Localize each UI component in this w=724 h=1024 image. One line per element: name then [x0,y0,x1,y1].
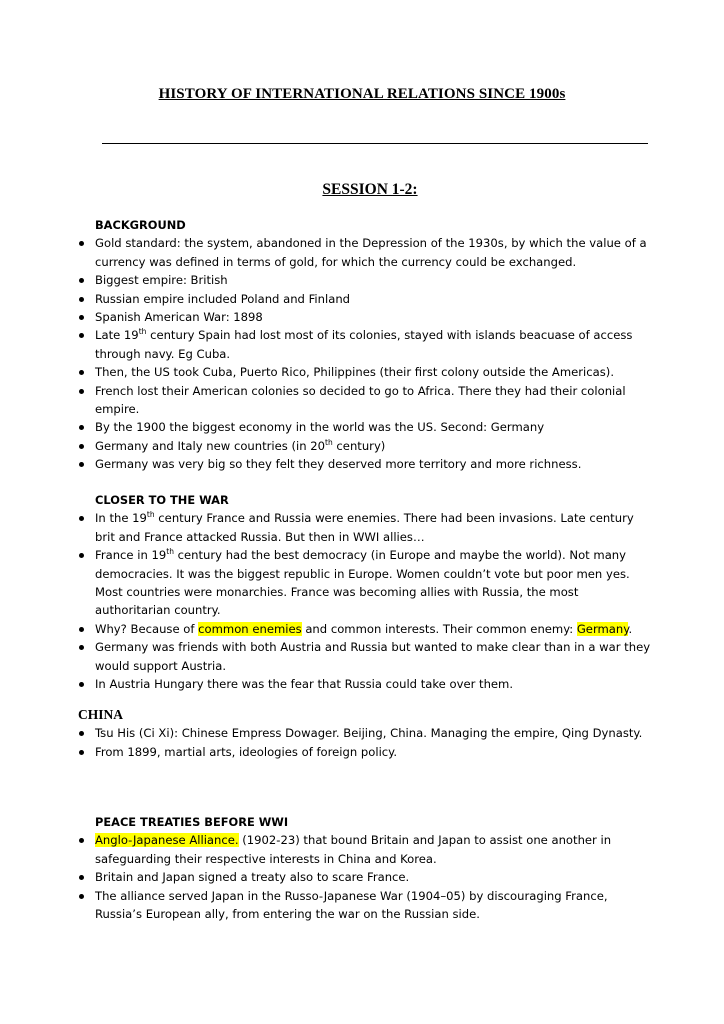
section-heading-closer: CLOSER TO THE WAR [95,493,229,507]
list-item [76,509,656,546]
list-item: French lost their American colonies so decided to go to Africa. There they had their colonial empire. [76,382,656,419]
list-item: Britain and Japan signed a treaty also to scare France. [76,868,656,886]
list-item: By the 1900 the biggest economy in the world was the US. Second: Germany [76,418,656,436]
text-run: France in 19 [95,548,167,563]
text-run: . [628,621,633,636]
text-run: century Spain had lost most of its colonies, stayed with islands beacuase of access through navy. Eg Cuba. [95,328,633,361]
section-closer-to-the-war [76,491,656,693]
text-run: century had the best democracy (in Europe and maybe the world). Not many democracies. It was the biggest republic in Europe. Women couldn’t vote but poor men yes. Most countries were monarchies. France was becoming allies with Russia, the most authoritarian country. [95,548,630,618]
text-run: Late 19 [95,328,139,343]
list-item: Germany was friends with both Austria and Russia but wanted to make clear than in a war they would support Austria. [76,638,656,675]
superscript: th [325,437,333,447]
superscript: th [146,510,155,520]
section-heading-peace: PEACE TREATIES BEFORE WWI [95,815,289,829]
list-item: Biggest empire: British [76,271,656,289]
list-item: From 1899, martial arts, ideologies of foreign policy. [76,743,656,761]
list-item: The alliance served Japan in the Russo-Japanese War (1904–05) by discouraging France, Russia’s European ally, from entering the war on the Russian side. [76,887,656,924]
bullet-list-peace [76,831,656,923]
section-china [76,706,656,761]
list-item [76,546,656,620]
text-run: Why? Because of [95,621,199,636]
text-run: century France and Russia were enemies. There had been invasions. Late century brit and France attacked Russia. But then in WWI allies… [95,511,634,544]
list-item: In Austria Hungary there was the fear that Russia could take over them. [76,675,656,693]
list-item: Then, the US took Cuba, Puerto Rico, Philippines (their first colony outside the Americas). [76,363,656,381]
list-item: Tsu His (Ci Xi): Chinese Empress Dowager. Beijing, China. Managing the empire, Qing Dynasty. [76,724,656,742]
list-item [76,831,656,868]
document-title: HISTORY OF INTERNATIONAL RELATIONS SINCE 1900s [158,86,566,102]
list-item: Gold standard: the system, abandoned in the Depression of the 1930s, by which the value of a currency was defined in terms of gold, for which the currency could be exchanged. [76,234,656,271]
superscript: th [138,327,147,337]
bullet-list-background [76,234,656,473]
highlighted-text: common enemies [198,621,302,636]
section-peace-treaties [76,813,656,923]
bullet-list-china [76,724,656,761]
highlighted-text: Anglo-Japanese Alliance. [95,833,239,848]
list-item: Russian empire included Poland and Finland [76,290,656,308]
list-item: Germany was very big so they felt they deserved more territory and more richness. [76,455,656,473]
bullet-list-closer [76,509,656,693]
section-background [76,216,656,474]
list-item: Spanish American War: 1898 [76,308,656,326]
list-item [76,326,656,363]
text-run: and common interests. Their common enemy: [301,621,577,636]
section-heading-background: BACKGROUND [95,218,186,232]
text-run: (1902-23) that bound Britain and Japan to assist one another in safeguarding their respective interests in China and Korea. [95,833,612,866]
superscript: th [166,547,174,557]
list-item [76,620,656,638]
text-run: Germany and Italy new countries (in 20 [95,438,326,453]
text-run: century) [332,438,386,453]
session-title: SESSION 1-2: [322,181,418,198]
text-run: In the 19 [95,511,147,526]
highlighted-text: Germany [576,621,629,636]
section-heading-china: CHINA [78,707,124,722]
horizontal-rule [102,143,648,144]
list-item [76,437,656,455]
